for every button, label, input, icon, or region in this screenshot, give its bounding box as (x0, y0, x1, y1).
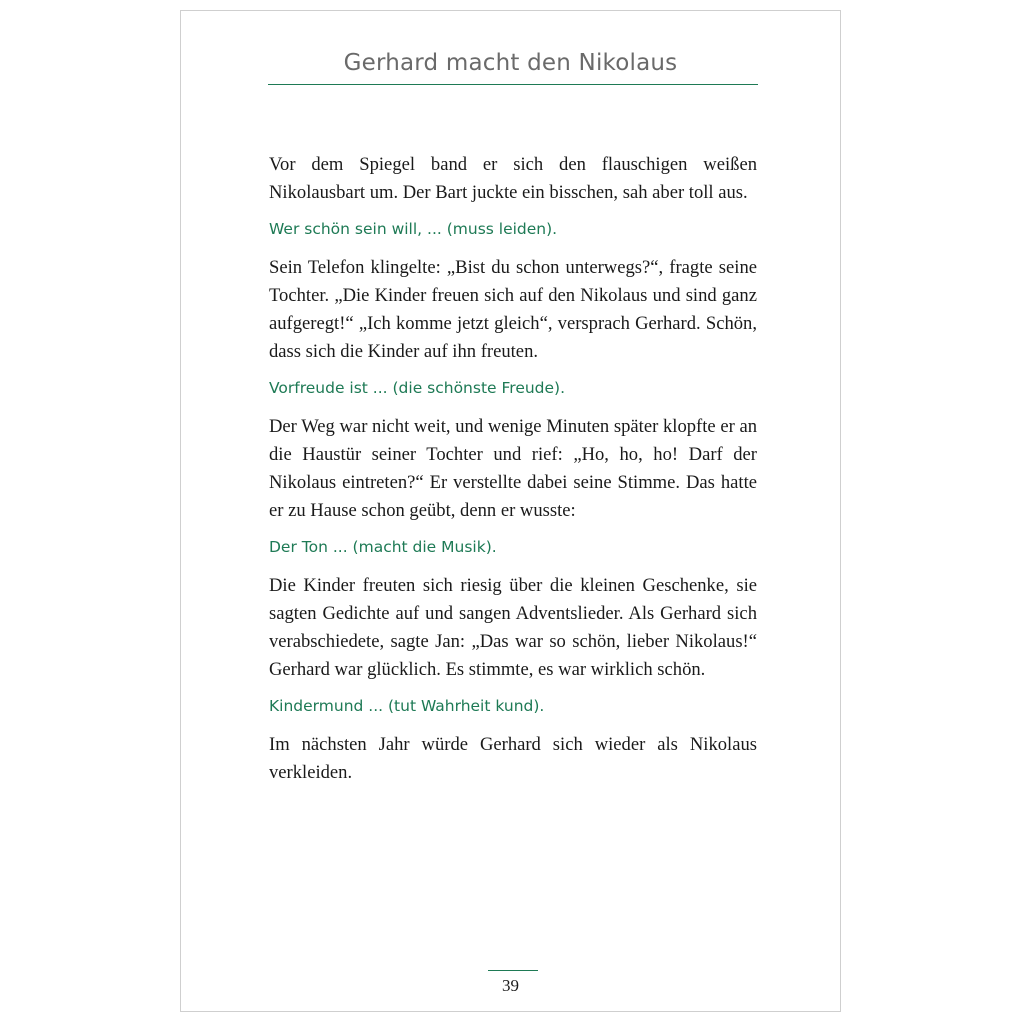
paragraph: Sein Telefon klingelte: „Bist du schon unterwegs?“, fragte seine Tochter. „Die Kinder freuen sich auf den Nikolaus und sind ganz aufgeregt!“ „Ich komme jetzt gleich“, versprach Gerhard. Schön, dass sich die Kinder auf ihn freuten. (269, 257, 757, 362)
page-title: Gerhard macht den Nikolaus (343, 50, 678, 76)
page-body (269, 139, 757, 787)
paragraph: Die Kinder freuten sich riesig über die kleinen Geschenke, sie sagten Gedichte auf und sangen Adventslieder. Als Gerhard sich verabschiedete, sagte Jan: „Das war so schön, lieber Nikolaus!“ Gerhard war glücklich. Es stimmte, es war wirklich schön. (269, 575, 757, 680)
proverb: Wer schön sein will, ... (muss leiden). (269, 220, 558, 238)
paragraph: Im nächsten Jahr würde Gerhard sich wieder als Nikolaus verkleiden. (269, 734, 757, 783)
proverb: Kindermund ... (tut Wahrheit kund). (269, 697, 545, 715)
proverb: Vorfreude ist ... (die schönste Freude). (269, 379, 566, 397)
book-page (180, 10, 841, 1012)
paragraph: Vor dem Spiegel band er sich den flauschigen weißen Nikolausbart um. Der Bart juckte ein bisschen, sah aber toll aus. (269, 154, 757, 203)
proverb: Der Ton ... (macht die Musik). (269, 538, 497, 556)
paragraph: Der Weg war nicht weit, und wenige Minuten später klopfte er an die Haustür seiner Tochter und rief: „Ho, ho, ho! Darf der Nikolaus eintreten?“ Er verstellte dabei seine Stimme. Das hatte er zu Hause schon geübt, denn er wusste: (269, 416, 757, 521)
page-number: 39 (502, 976, 519, 995)
title-divider (268, 84, 758, 85)
footer-divider (488, 970, 538, 971)
